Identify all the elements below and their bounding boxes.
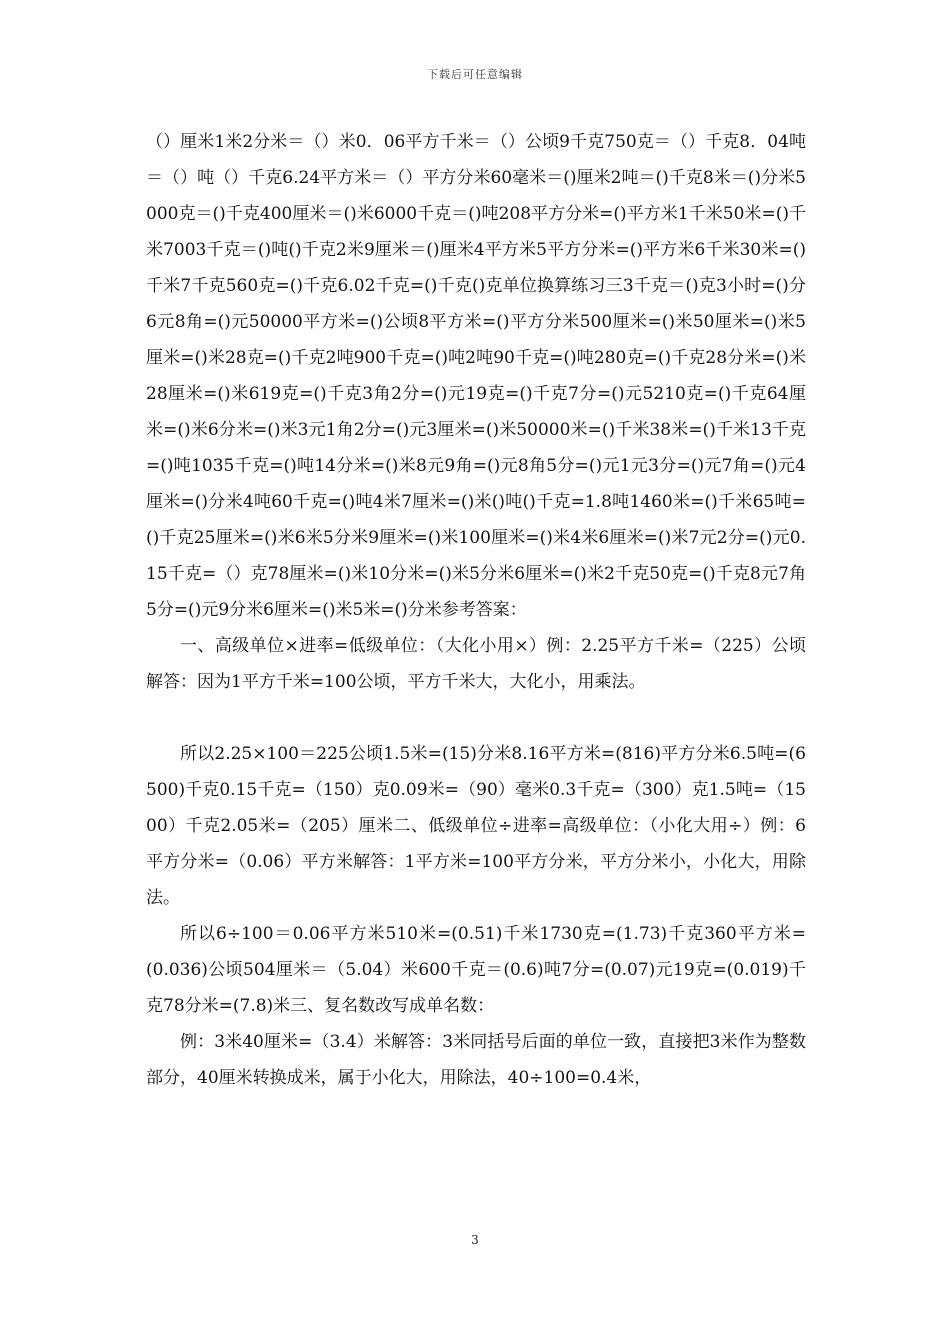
page-header: 下载后可任意编辑 bbox=[427, 68, 523, 81]
paragraph-answers-one: 所以2.25×100＝225公顷1.5米=(15)分米8.16平方米=(816)平方分米6.5吨=(6500)千克0.15千克=（150）克0.09米=（90）毫米0.3千克=（300）克1.5吨=（1500）千克2.05米=（205）厘米二、低级单位÷进率=高级单位：（小化大用÷）例：6平方分米=（0.06）平方米解答：1平方米=100平方分米，平方分米小，小化大，用除法。 bbox=[146, 744, 806, 908]
paragraph-example-three: 例：3米40厘米=（3.4）米解答：3米同括号后面的单位一致，直接把3米作为整数部分，40厘米转换成米，属于小化大，用除法，40÷100=0.4米， bbox=[146, 1032, 806, 1088]
paragraph-exercises: （）厘米1米2分米＝（）米0．06平方千米＝（）公顷9千克750克＝（）千克8．04吨＝（）吨（）千克6.24平方米＝（）平方分米60毫米＝()厘米2吨＝()千克8米＝()分米5000克＝()千克400厘米＝()米6000千克＝()吨208平方分米=()平方米1千米50米=()千米7003千克＝()吨()千克2米9厘米＝()厘米4平方米5平方分米=()平方米6千米30米=()千米7千克560克=()千克6.02千克=()千克()克单位换算练习三3千克＝()克3小时=()分6元8角=()元50000平方米=()公顷8平方米=()平方分米500厘米=()米50厘米=()米5厘米=()米28克=()千克2吨900千克=()吨2吨90千克=()吨280克=()千克28分米=()米28厘米=()米619克=()千克3角2分=()元19克=()千克7分=()元5210克=()千克64厘米=()米6分米=()米3元1角2分=()元3厘米=()米50000米=()千米38米=()千米13千克=()吨1035千克=()吨14分米=()米8元9角=()元8角5分=()元1元3分=()元7角=()元4厘米=()分米4吨60千克=()吨4米7厘米=()米()吨()千克=1.8吨1460米=()千米65吨=()千克25厘米=()米6米5分米9厘米=()米100厘米=()米4米6厘米=()米7元2分=()元0.15千克=（）克78厘米=()米10分米=()米5分米6厘米=()米2千克50克=()千克8元7角5分=()元9分米6厘米=()米5米=()分米参考答案： bbox=[146, 132, 806, 620]
page-number: 3 bbox=[471, 1233, 479, 1247]
paragraph-answers-two: 所以6÷100＝0.06平方米510米=(0.51)千米1730克=(1.73)千克360平方米=(0.036)公顷504厘米＝（5.04）米600千克＝(0.6)吨7分=(0.07)元19克=(0.019)千克78分米=(7.8)米三、复名数改写成单名数： bbox=[146, 924, 806, 1016]
paragraph-rule-one: 一、高级单位×进率=低级单位：（大化小用×）例：2.25平方千米=（225）公顷解答：因为1平方千米=100公顷，平方千米大，大化小，用乘法。 bbox=[146, 636, 806, 692]
document-body bbox=[146, 124, 806, 1096]
